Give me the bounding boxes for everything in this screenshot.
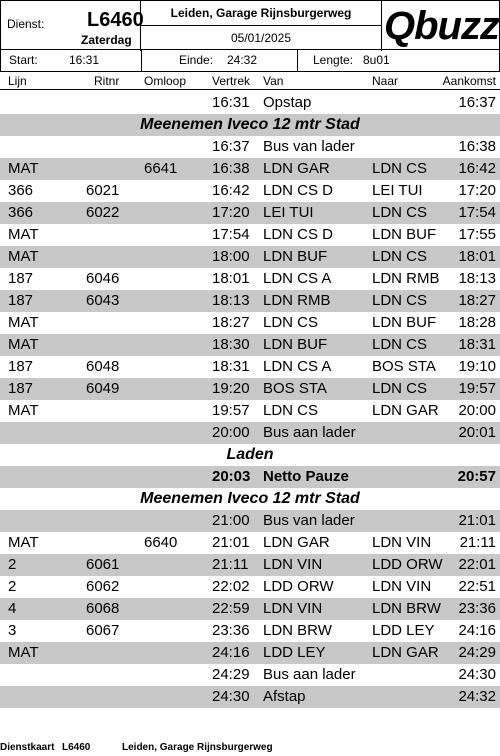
- cell-aankomst: 24:30: [458, 666, 496, 683]
- table-row: [0, 598, 500, 620]
- cell-naar: LDN RMB: [372, 270, 440, 287]
- section-header: Laden: [226, 446, 274, 463]
- cell-van: LDD ORW: [263, 578, 334, 595]
- cell-aankomst: 17:54: [458, 204, 496, 221]
- qbuzz-logo: Qbuzz: [381, 1, 500, 51]
- cell-ritnr: 6068: [86, 600, 120, 617]
- table-row: [0, 224, 500, 246]
- cell-ritnr: 6061: [86, 556, 120, 573]
- table-row: [0, 378, 500, 400]
- cell-van: LDN GAR: [263, 160, 330, 177]
- table-row: [0, 92, 500, 114]
- cell-aankomst: 20:00: [458, 402, 496, 419]
- cell-vertrek: 22:59: [212, 600, 250, 617]
- cell-aankomst: 18:13: [458, 270, 496, 287]
- cell-ritnr: 6062: [86, 578, 120, 595]
- cell-aankomst: 18:01: [458, 248, 496, 265]
- cell-van: LDN CS: [263, 402, 319, 419]
- table-row: [0, 334, 500, 356]
- cell-aankomst: 22:51: [458, 578, 496, 595]
- cell-naar: LDN BRW: [372, 600, 441, 617]
- cell-van: LDN BUF: [263, 336, 328, 353]
- cell-vertrek: 24:30: [212, 688, 250, 705]
- cell-vertrek: 20:00: [212, 424, 250, 441]
- cell-lijn: MAT: [8, 644, 39, 661]
- cell-ritnr: 6046: [86, 270, 120, 287]
- dienst-label: Dienst:: [7, 17, 45, 31]
- header-block: [0, 0, 500, 50]
- cell-lijn: 366: [8, 204, 34, 221]
- cell-ritnr: 6067: [86, 622, 120, 639]
- cell-lijn: 4: [8, 600, 17, 617]
- cell-van: LDN CS D: [263, 182, 334, 199]
- cell-van: LDN VIN: [263, 600, 323, 617]
- cell-van: LDN RMB: [263, 292, 331, 309]
- footer-label: Dienstkaart: [0, 742, 55, 753]
- cell-aankomst: 18:28: [458, 314, 496, 331]
- cell-van: LDN CS: [263, 314, 319, 331]
- cell-vertrek: 21:00: [212, 512, 250, 529]
- table-row: [0, 510, 500, 532]
- cell-aankomst: 20:01: [458, 424, 496, 441]
- cell-van: LDN GAR: [263, 534, 330, 551]
- cell-lijn: MAT: [8, 248, 39, 265]
- cell-vertrek: 19:20: [212, 380, 250, 397]
- table-row: [0, 576, 500, 598]
- cell-lijn: MAT: [8, 402, 39, 419]
- cell-van: BOS STA: [263, 380, 327, 397]
- cell-naar: LDD ORW: [372, 556, 443, 573]
- col-ritnr: Ritnr: [94, 74, 120, 88]
- cell-vertrek: 19:57: [212, 402, 250, 419]
- cell-vertrek: 16:31: [212, 94, 250, 111]
- cell-vertrek: 20:03: [212, 468, 251, 485]
- cell-van: Netto Pauze: [263, 468, 349, 485]
- cell-vertrek: 24:16: [212, 644, 250, 661]
- table-row: [0, 400, 500, 422]
- cell-lijn: MAT: [8, 226, 39, 243]
- table-row: [0, 554, 500, 576]
- cell-lijn: MAT: [8, 160, 39, 177]
- cell-aankomst: 20:57: [457, 468, 496, 485]
- cell-van: Afstap: [263, 688, 306, 705]
- footer-location: Leiden, Garage Rijnsburgerweg: [122, 742, 273, 753]
- cell-naar: LDN VIN: [372, 578, 432, 595]
- section-header: Meenemen Iveco 12 mtr Stad: [0, 114, 500, 136]
- cell-aankomst: 24:29: [458, 644, 496, 661]
- cell-ritnr: 6022: [86, 204, 120, 221]
- table-row: [0, 356, 500, 378]
- cell-van: Bus van lader: [263, 512, 355, 529]
- footer-code: L6460: [62, 742, 91, 753]
- table-row: [0, 532, 500, 554]
- cell-van: LEI TUI: [263, 204, 314, 221]
- cell-vertrek: 17:20: [212, 204, 250, 221]
- times-row: [0, 50, 500, 72]
- cell-vertrek: 21:11: [212, 556, 249, 573]
- cell-naar: LDN BUF: [372, 226, 437, 243]
- cell-naar: LDN CS: [372, 204, 428, 221]
- cell-aankomst: 18:27: [458, 292, 496, 309]
- day-label: Zaterdag: [81, 33, 132, 47]
- col-vertrek: Vertrek: [212, 74, 251, 88]
- table-row: [0, 246, 500, 268]
- col-naar: Naar: [372, 74, 399, 88]
- cell-van: LDN CS D: [263, 226, 334, 243]
- cell-lijn: 366: [8, 182, 34, 199]
- cell-aankomst: 16:37: [458, 94, 496, 111]
- cell-vertrek: 16:42: [212, 182, 250, 199]
- table-row: [0, 158, 500, 180]
- lengte-label: Lengte:: [313, 53, 354, 67]
- cell-naar: BOS STA: [372, 358, 436, 375]
- cell-vertrek: 18:13: [212, 292, 250, 309]
- cell-van: LDN CS A: [263, 358, 332, 375]
- table-row: [0, 136, 500, 158]
- cell-aankomst: 19:10: [458, 358, 496, 375]
- einde-label: Einde:: [179, 53, 214, 67]
- cell-aankomst: 17:20: [458, 182, 496, 199]
- cell-ritnr: 6049: [86, 380, 120, 397]
- cell-van: Bus van lader: [263, 138, 355, 155]
- location-title: Leiden, Garage Rijnsburgerweg: [141, 1, 381, 26]
- cell-ritnr: 6048: [86, 358, 120, 375]
- table-row: [0, 422, 500, 444]
- cell-vertrek: 24:29: [212, 666, 250, 683]
- cell-aankomst: 17:55: [458, 226, 496, 243]
- cell-vertrek: 17:54: [212, 226, 250, 243]
- cell-van: Opstap: [263, 94, 312, 111]
- cell-van: Bus aan lader: [263, 424, 356, 441]
- cell-aankomst: 16:38: [458, 138, 496, 155]
- cell-aankomst: 24:16: [458, 622, 496, 639]
- table-row: [0, 202, 500, 224]
- dienst-code: L6460: [87, 9, 144, 31]
- cell-naar: LDN CS: [372, 336, 428, 353]
- cell-vertrek: 18:31: [212, 358, 250, 375]
- cell-lijn: 2: [8, 578, 17, 595]
- table-row: [0, 642, 500, 664]
- start-value: 16:31: [69, 53, 100, 67]
- cell-van: LDN BUF: [263, 248, 328, 265]
- cell-vertrek: 21:01: [212, 534, 250, 551]
- table-row: [0, 664, 500, 686]
- cell-ritnr: 6043: [86, 292, 120, 309]
- section-header: Meenemen Iveco 12 mtr Stad: [140, 490, 360, 507]
- cell-aankomst: 22:01: [458, 556, 496, 573]
- cell-lijn: 187: [8, 380, 34, 397]
- cell-omloop: 6641: [144, 160, 178, 177]
- cell-naar: LDN GAR: [372, 402, 439, 419]
- cell-aankomst: 23:36: [458, 600, 496, 617]
- cell-aankomst: 18:31: [458, 336, 496, 353]
- cell-naar: LDN CS: [372, 160, 428, 177]
- cell-van: LDN VIN: [263, 556, 323, 573]
- table-row: [0, 620, 500, 642]
- cell-naar: LEI TUI: [372, 182, 423, 199]
- cell-naar: LDN CS: [372, 292, 428, 309]
- cell-vertrek: 18:00: [212, 248, 250, 265]
- dienst-cell: [1, 1, 144, 51]
- table-row: [0, 180, 500, 202]
- cell-naar: LDN CS: [372, 248, 428, 265]
- cell-lijn: MAT: [8, 314, 39, 331]
- cell-aankomst: 16:42: [458, 160, 496, 177]
- cell-van: LDD LEY: [263, 644, 326, 661]
- cell-lijn: 2: [8, 556, 17, 573]
- table-row: [0, 290, 500, 312]
- cell-aankomst: 24:32: [458, 688, 496, 705]
- start-label: Start:: [9, 53, 38, 67]
- divider: [141, 50, 142, 71]
- cell-van: LDN CS A: [263, 270, 332, 287]
- schedule-table: [0, 92, 500, 708]
- cell-naar: LDN BUF: [372, 314, 437, 331]
- col-omloop: Omloop: [144, 74, 187, 88]
- table-row: [0, 686, 500, 708]
- location-date-cell: [141, 1, 381, 51]
- cell-aankomst: 19:57: [458, 380, 496, 397]
- cell-lijn: 3: [8, 622, 17, 639]
- cell-vertrek: 23:36: [212, 622, 250, 639]
- cell-naar: LDN GAR: [372, 644, 439, 661]
- cell-ritnr: 6021: [86, 182, 120, 199]
- cell-lijn: 187: [8, 358, 34, 375]
- cell-aankomst: 21:01: [458, 512, 496, 529]
- cell-omloop: 6640: [144, 534, 178, 551]
- lengte-value: 8u01: [363, 53, 390, 67]
- divider: [297, 50, 298, 71]
- cell-vertrek: 18:30: [212, 336, 250, 353]
- cell-naar: LDN CS: [372, 380, 428, 397]
- cell-naar: LDD LEY: [372, 622, 435, 639]
- cell-vertrek: 22:02: [212, 578, 250, 595]
- table-row: [0, 466, 500, 488]
- cell-naar: LDN VIN: [372, 534, 432, 551]
- cell-vertrek: 16:38: [212, 160, 250, 177]
- col-van: Van: [263, 74, 284, 88]
- col-aankomst: Aankomst: [442, 74, 496, 88]
- cell-vertrek: 16:37: [212, 138, 250, 155]
- cell-lijn: 187: [8, 270, 34, 287]
- col-lijn: Lijn: [8, 74, 27, 88]
- cell-van: LDN BRW: [263, 622, 332, 639]
- cell-vertrek: 18:27: [212, 314, 250, 331]
- einde-value: 24:32: [227, 53, 258, 67]
- cell-van: Bus aan lader: [263, 666, 356, 683]
- cell-lijn: 187: [8, 292, 34, 309]
- table-row: [0, 312, 500, 334]
- cell-aankomst: 21:11: [459, 534, 496, 551]
- cell-lijn: MAT: [8, 534, 39, 551]
- cell-vertrek: 18:01: [212, 270, 250, 287]
- table-row: [0, 268, 500, 290]
- column-headers: [0, 72, 500, 90]
- date-label: 05/01/2025: [230, 31, 292, 45]
- cell-lijn: MAT: [8, 336, 39, 353]
- footer: [0, 740, 500, 756]
